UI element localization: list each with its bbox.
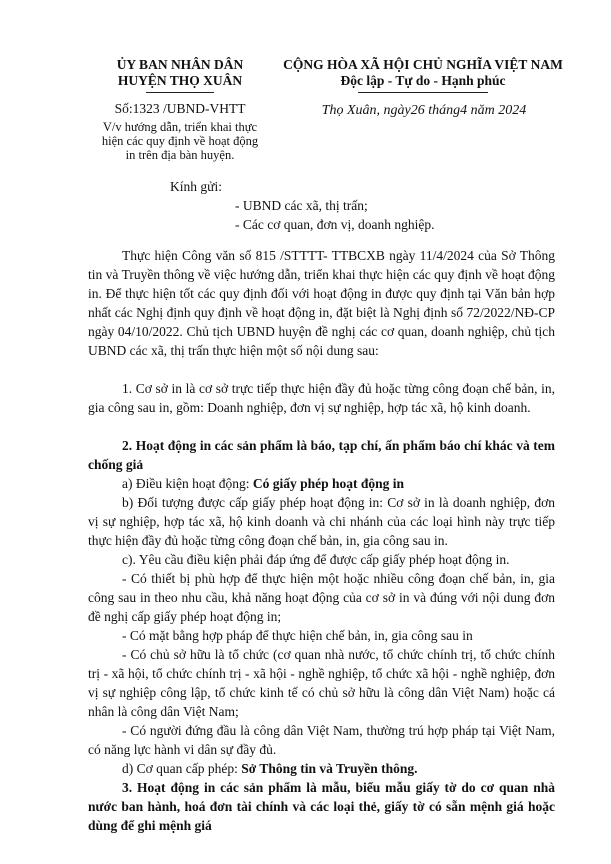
nation-line1: CỘNG HÒA XÃ HỘI CHỦ NGHĨA VIỆT NAM bbox=[283, 57, 563, 72]
org-name-line2: HUYỆN THỌ XUÂN bbox=[117, 73, 243, 88]
section-2c-item-3: - Có chủ sở hữu là tổ chức (cơ quan nhà nước, tổ chức chính trị, tổ chức chính trị - xã hội, tổ chức chính trị - xã hội - nghề nghiệp, tổ chức xã hội - nghề nghiệp, đơn vị sự nghiệp công lập, tổ chức kinh tế có chủ sở hữu là công dân Việt Nam) hoặc cá nhân là công dân Việt Nam; bbox=[88, 647, 555, 719]
nation-line2: Độc lập - Tự do - Hạnh phúc bbox=[340, 73, 506, 88]
section-2d-label: d) Cơ quan cấp phép: bbox=[122, 761, 242, 776]
subject-line: V/v hướng dẫn, triển khai thực bbox=[102, 120, 258, 134]
section-2-title: 2. Hoạt động in các sản phẩm là báo, tạp chí, ấn phẩm báo chí khác và tem chống giả bbox=[88, 438, 555, 472]
section-2a bbox=[88, 474, 555, 493]
section-2c-item-4: - Có người đứng đầu là công dân Việt Nam, thường trú hợp pháp tại Việt Nam, có năng lực hành vi dân sự đầy đủ. bbox=[88, 723, 555, 757]
motto-underline bbox=[358, 92, 488, 93]
org-name-line1: ỦY BAN NHÂN DÂN bbox=[116, 57, 244, 72]
place-date: Thọ Xuân, ngày26 tháng4 năm 2024 bbox=[321, 103, 527, 118]
section-2d bbox=[88, 759, 555, 778]
subject-line: in trên địa bàn huyện. bbox=[125, 148, 235, 162]
doc-number: Số:1323 /UBND-VHTT bbox=[114, 101, 246, 116]
intro-paragraph: Thực hiện Công văn số 815 /STTTT- TTBCXB ngày 11/4/2024 của Sở Thông tin và Truyền thông về việc hướng dẫn, triển khai thực hiện các quy định về hoạt động in. Để thực hiện tốt các quy định đối với hoạt động in được quy định tại Văn bản hợp nhất các Nghị định quy định về hoạt động in, đặt biệt là Nghị định số 72/2022/NĐ-CP ngày 04/10/2022. Chủ tịch UBND huyện đề nghị các cơ quan, doanh nghiệp, chủ tịch UBND các xã, thị trấn thực hiện một số nội dung sau: bbox=[88, 248, 555, 358]
recipient-item: - UBND các xã, thị trấn; bbox=[235, 198, 368, 213]
section-2b: b) Đối tượng được cấp giấy phép hoạt động in: Cơ sở in là doanh nghiệp, đơn vị sự nghiệp, hợp tác xã, hộ kinh doanh và chi nhánh của các loại hình này trực tiếp thực hiện đầy đủ hoặc từng công đoạn chế bản, in, gia công sau in. bbox=[88, 495, 555, 548]
paragraph-1: 1. Cơ sở in là cơ sở trực tiếp thực hiện đầy đủ hoặc từng công đoạn chế bản, in, gia công sau in, gồm: Doanh nghiệp, đơn vị sự nghiệp, hợp tác xã, hộ kinh doanh. bbox=[88, 381, 555, 415]
recipient-item: - Các cơ quan, đơn vị, doanh nghiệp. bbox=[235, 217, 435, 232]
section-3-title: 3. Hoạt động in các sản phẩm là mẫu, biểu mẫu giấy tờ do cơ quan nhà nước ban hành, hoá đơn tài chính và các loại thẻ, giấy tờ có sẵn mệnh giá hoặc dùng để ghi mệnh giá bbox=[88, 780, 555, 833]
subject-line: hiện các quy định về hoạt động bbox=[101, 134, 259, 148]
recipients-label: Kính gửi: bbox=[170, 179, 222, 194]
section-2c-item-2: - Có mặt bằng hợp pháp để thực hiện chế bản, in, gia công sau in bbox=[122, 628, 473, 643]
section-2d-value: Sở Thông tin và Truyền thông. bbox=[241, 761, 418, 776]
section-2c-item-1: - Có thiết bị phù hợp để thực hiện một hoặc nhiều công đoạn chế bản, in, gia công sau in theo nhu cầu, khả năng hoạt động của cơ sở in và đúng với nội dung đơn đề nghị cấp giấy phép hoạt động in; bbox=[88, 571, 555, 624]
section-2a-value: Có giấy phép hoạt động in bbox=[252, 476, 405, 491]
org-underline bbox=[146, 92, 214, 93]
section-2a-label: a) Điều kiện hoạt động: bbox=[122, 476, 253, 491]
section-2c: c). Yêu cầu điều kiện phải đáp ứng để được cấp giấy phép hoạt động in. bbox=[122, 552, 510, 567]
doc-subject bbox=[95, 120, 265, 162]
